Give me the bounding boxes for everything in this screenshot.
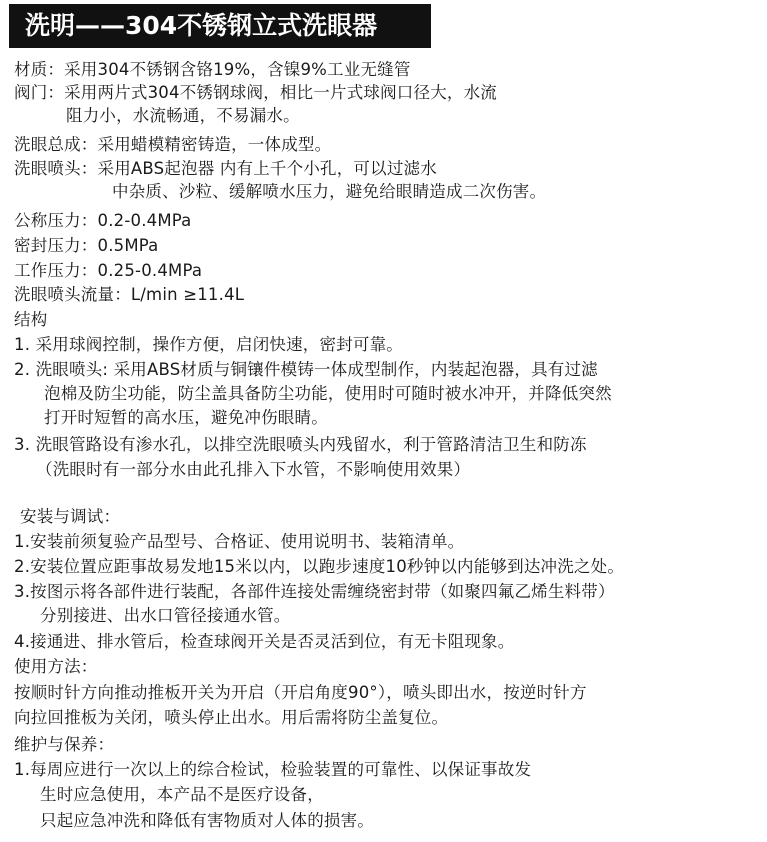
eyewash-nozzle-line: 洗眼喷头：采用ABS起泡器 内有上千个小孔，可以过滤水 [14, 159, 437, 178]
structure-heading: 结构 [14, 310, 48, 329]
maintenance-item-1-cont-1: 生时应急使用，本产品不是医疗设备， [40, 785, 324, 804]
maintenance-item-1-cont-2: 只起应急冲洗和降低有害物质对人体的损害。 [40, 811, 374, 830]
installation-item-4: 4.接通进、排水管后，检查球阀开关是否灵活到位，有无卡阻现象。 [14, 632, 515, 651]
seal-pressure-line: 密封压力：0.5MPa [14, 236, 159, 255]
usage-line-1: 按顺时针方向推动推板开关为开启（开启角度90°），喷头即出水，按逆时针方 [14, 683, 587, 702]
structure-item-2-cont-2: 打开时短暂的高水压，避免冲伤眼睛。 [44, 408, 328, 427]
installation-item-3-cont: 分别接进、出水口管径接通水管。 [40, 606, 291, 625]
eyewash-assembly-line: 洗眼总成：采用蜡模精密铸造，一体成型。 [14, 135, 332, 154]
installation-item-3: 3.按图示将各部件进行装配，各部件连接处需缠绕密封带（如聚四氟乙烯生料带） [14, 582, 615, 601]
nominal-pressure-line: 公称压力：0.2-0.4MPa [14, 211, 192, 230]
maintenance-item-1: 1.每周应进行一次以上的综合检试，检验装置的可靠性、以保证事故发 [14, 760, 532, 779]
flow-rate-line: 洗眼喷头流量：L/min ≥11.4L [14, 285, 245, 304]
installation-item-2: 2.安装位置应距事故易发地15米以内，以跑步速度10秒钟以内能够到达冲洗之处。 [14, 557, 625, 576]
material-line: 材质：采用304不锈钢含铬19%，含镍9%工业无缝管 [14, 60, 411, 79]
usage-heading: 使用方法： [14, 657, 98, 676]
page-title: 洗明——304不锈钢立式洗眼器 [9, 4, 431, 48]
valve-line: 阀门：采用两片式304不锈钢球阀，相比一片式球阀口径大，水流 [14, 83, 497, 102]
structure-item-3: 3. 洗眼管路设有渗水孔，以排空洗眼喷头内残留水，利于管路清洁卫生和防冻 [14, 435, 587, 454]
structure-item-2-cont-1: 泡棉及防尘功能，防尘盖具备防尘功能，使用时可随时被水冲开，并降低突然 [44, 384, 612, 403]
maintenance-heading: 维护与保养： [14, 735, 115, 754]
eyewash-nozzle-line-cont: 中杂质、沙粒、缓解喷水压力，避免给眼睛造成二次伤害。 [112, 182, 547, 201]
usage-line-2: 向拉回推板为关闭，喷头停止出水。用后需将防尘盖复位。 [14, 708, 449, 727]
installation-item-1: 1.安装前须复验产品型号、合格证、使用说明书、装箱清单。 [14, 532, 465, 551]
valve-line-cont: 阻力小，水流畅通，不易漏水。 [66, 106, 300, 125]
structure-item-1: 1. 采用球阀控制，操作方便，启闭快速，密封可靠。 [14, 335, 403, 354]
structure-item-3-cont: （洗眼时有一部分水由此孔排入下水管，不影响使用效果） [36, 460, 471, 479]
structure-item-2: 2. 洗眼喷头: 采用ABS材质与铜镶件模铸一体成型制作，内装起泡器，具有过滤 [14, 360, 598, 379]
working-pressure-line: 工作压力：0.25-0.4MPa [14, 261, 203, 280]
installation-heading: 安装与调试： [20, 507, 121, 526]
